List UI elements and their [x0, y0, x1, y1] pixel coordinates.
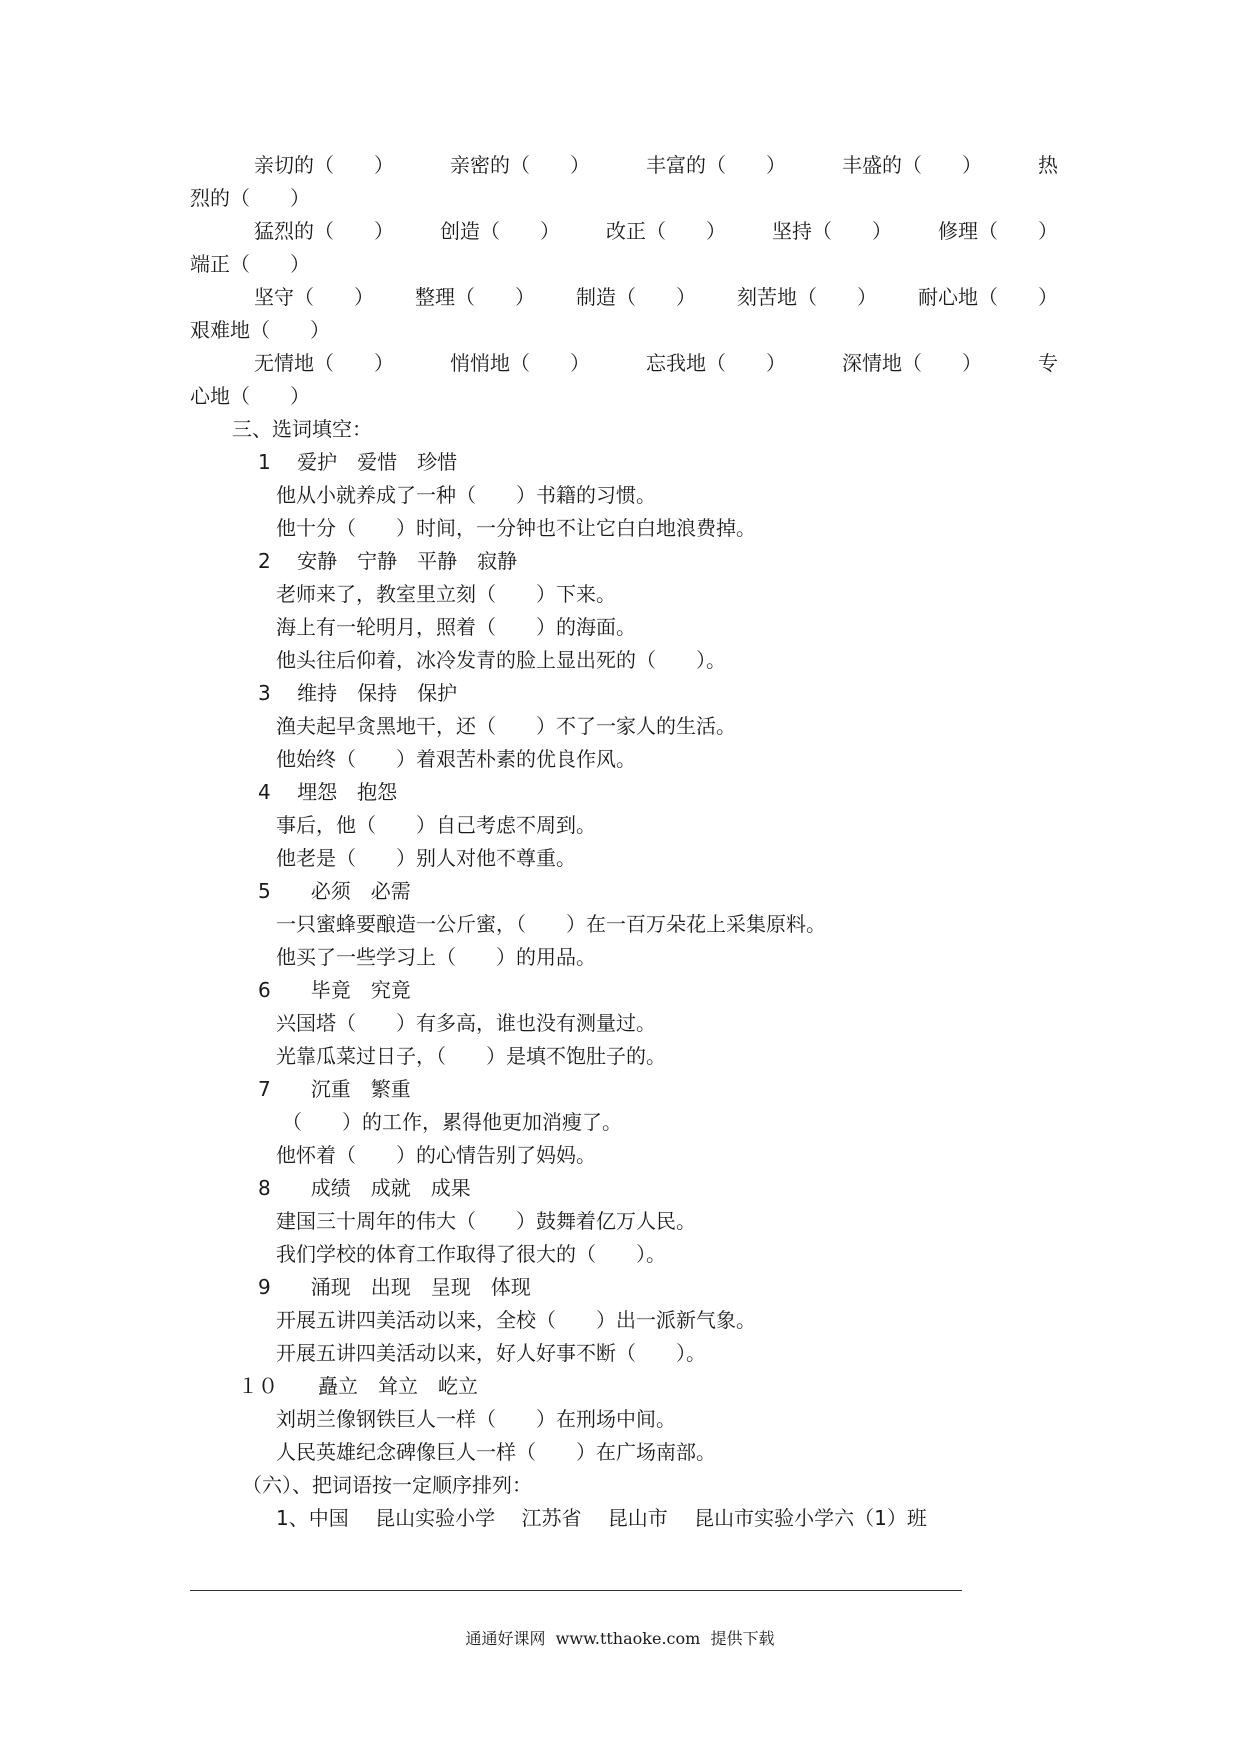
word-item: 丰盛的（ ） — [842, 153, 982, 177]
word-item: 猛烈的（ ） — [254, 219, 394, 243]
word-item: 悄悄地（ ） — [450, 351, 590, 375]
group-words: 6 毕竟 究竟 — [258, 978, 411, 1002]
sentence: 他头往后仰着，冰冷发青的脸上显出死的（ ）。 — [276, 648, 726, 672]
group-words: 3 维持 保持 保护 — [258, 681, 458, 705]
group-words: 1 爱护 爱惜 珍惜 — [258, 450, 458, 474]
sentence: 建国三十周年的伟大（ ）鼓舞着亿万人民。 — [276, 1209, 696, 1233]
sentence: 他老是（ ）别人对他不尊重。 — [276, 846, 576, 870]
sentence: 开展五讲四美活动以来，好人好事不断（ ）。 — [276, 1341, 706, 1365]
word-row-4 — [190, 350, 1058, 376]
sentence: 他始终（ ）着艰苦朴素的优良作风。 — [276, 747, 636, 771]
group-words: 9 涌现 出现 呈现 体现 — [258, 1275, 531, 1299]
word-item: 亲切的（ ） — [254, 153, 394, 177]
word-item: 创造（ ） — [440, 219, 560, 243]
group-words: 4 埋怨 抱怨 — [258, 780, 398, 804]
group-words: 8 成绩 成就 成果 — [258, 1176, 471, 1200]
footer-divider — [190, 1590, 962, 1591]
word-row-2-cont: 端正（ ） — [190, 252, 310, 276]
word-row-2 — [190, 218, 1058, 244]
word-item: 专 — [1038, 351, 1058, 375]
word-item: 改正（ ） — [606, 219, 726, 243]
word-item: 忘我地（ ） — [646, 351, 786, 375]
sentence: （ ）的工作，累得他更加消瘦了。 — [282, 1110, 622, 1134]
word-row-1 — [190, 152, 1058, 178]
word-item: 修理（ ） — [938, 219, 1058, 243]
word-item: 刻苦地（ ） — [737, 285, 877, 309]
sentence: 老师来了，教室里立刻（ ）下来。 — [276, 582, 616, 606]
word-item: 制造（ ） — [576, 285, 696, 309]
word-item: 热 — [1038, 153, 1058, 177]
sentence: 他十分（ ）时间，一分钟也不让它白白地浪费掉。 — [276, 516, 756, 540]
section-6-title: （六）、把词语按一定顺序排列： — [242, 1473, 532, 1497]
group-words: 7 沉重 繁重 — [258, 1077, 411, 1101]
group-words: 2 安静 宁静 平静 寂静 — [258, 549, 518, 573]
sentence: 他怀着（ ）的心情告别了妈妈。 — [276, 1143, 596, 1167]
sentence: 光靠瓜菜过日子，（ ）是填不饱肚子的。 — [276, 1044, 666, 1068]
word-row-3 — [190, 284, 1058, 310]
word-row-1-cont: 烈的（ ） — [190, 186, 310, 210]
word-item: 深情地（ ） — [842, 351, 982, 375]
group-words: 5 必须 必需 — [258, 879, 411, 903]
word-row-4-cont: 心地（ ） — [190, 384, 310, 408]
sentence: 人民英雄纪念碑像巨人一样（ ）在广场南部。 — [276, 1440, 716, 1464]
sentence: 他从小就养成了一种（ ）书籍的习惯。 — [276, 483, 656, 507]
footer-text: 通通好课网 www.tthaoke.com 提供下载 — [465, 1629, 775, 1648]
sentence: 兴国塔（ ）有多高，谁也没有测量过。 — [276, 1011, 656, 1035]
section-3-title: 三、选词填空： — [232, 417, 372, 441]
sentence: 开展五讲四美活动以来，全校（ ）出一派新气象。 — [276, 1308, 756, 1332]
sentence: 他买了一些学习上（ ）的用品。 — [276, 945, 596, 969]
sentence: 我们学校的体育工作取得了很大的（ ）。 — [276, 1242, 666, 1266]
sentence: 一只蜜蜂要酿造一公斤蜜，（ ）在一百万朵花上采集原料。 — [276, 912, 826, 936]
word-item: 整理（ ） — [415, 285, 535, 309]
order-item: 1、中国 昆山实验小学 江苏省 昆山市 昆山市实验小学六（1）班 — [276, 1506, 927, 1530]
group-words: １０ 矗立 耸立 屹立 — [238, 1374, 478, 1398]
word-row-3-cont: 艰难地（ ） — [190, 318, 330, 342]
sentence: 事后，他（ ）自己考虑不周到。 — [276, 813, 596, 837]
word-item: 耐心地（ ） — [918, 285, 1058, 309]
word-item: 丰富的（ ） — [646, 153, 786, 177]
word-item: 坚持（ ） — [772, 219, 892, 243]
word-item: 亲密的（ ） — [450, 153, 590, 177]
sentence: 渔夫起早贪黑地干，还（ ）不了一家人的生活。 — [276, 714, 736, 738]
word-item: 无情地（ ） — [254, 351, 394, 375]
sentence: 海上有一轮明月，照着（ ）的海面。 — [276, 615, 636, 639]
sentence: 刘胡兰像钢铁巨人一样（ ）在刑场中间。 — [276, 1407, 676, 1431]
word-item: 坚守（ ） — [254, 285, 374, 309]
